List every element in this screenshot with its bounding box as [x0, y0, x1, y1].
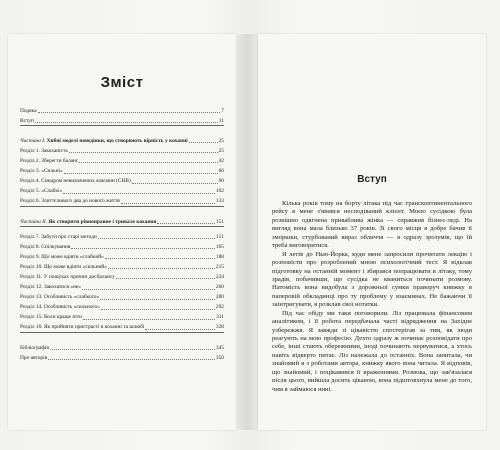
- toc-entry: [20, 154, 224, 164]
- toc-entry: [20, 270, 224, 280]
- toc-entry: [20, 321, 224, 331]
- toc-entry-label: Розділ 7. Забути про старі методи: [20, 233, 97, 240]
- toc-entry: [20, 260, 224, 270]
- toc-entry-label: Розділ 15. Коли краще піти: [20, 314, 83, 321]
- intro-paragraph: Кілька років тому на борту літака під час трансконтинентального рейсу в мене з'явився несподіваний клієнт. Моєю сусідкою була розкішно одягнена приваблива жінка — справжня бізнес-леді. На вигляд вона мала близько 37 років. Зі свого місця я добре бачив її зморшки, стурбований вираз обличчя — я одразу зрозумів, що їй треба виговоритися.: [272, 200, 472, 250]
- toc-entry: [20, 291, 224, 301]
- toc-part-2-chapters: [20, 230, 224, 331]
- toc-entry: [20, 301, 224, 311]
- toc-entry-label: Розділ 2. Зберегти баланс: [20, 158, 79, 165]
- toc-entry: [20, 240, 224, 250]
- toc-entry-page: 90: [218, 178, 224, 185]
- toc-part-2: [20, 215, 224, 225]
- toc-entry-page: 25: [218, 147, 224, 154]
- toc-entry-page: 215: [215, 263, 224, 270]
- toc-entry-page: 311: [216, 314, 224, 321]
- toc-part-2-page: 151: [215, 218, 224, 225]
- intro-body: [272, 200, 472, 394]
- toc-entry-label: Розділ 5. «Слабкі»: [20, 188, 63, 195]
- toc-entry-page: 328: [215, 324, 224, 331]
- toc-entry: [20, 230, 224, 240]
- toc-part-2-title: Як створити рівноправне і тривале кохання: [48, 218, 157, 225]
- toc-back-matter: [20, 341, 224, 361]
- toc-part-2-prefix: Частина II.: [20, 218, 48, 225]
- toc-entry-label: Розділ 6. Злиттєливого два до нового життя: [20, 198, 120, 205]
- toc-entry-page: 345: [215, 344, 224, 351]
- table-of-contents: [20, 104, 224, 361]
- toc-entry: [20, 195, 224, 205]
- intro-paragraph: Під час обіду ми таки поговорили. Ліз працювала фінансовим аналітиком, і її робота передбачала часті відрядження на Західне узбережжя. Я завжди зі цікавістю спостерігав за тим, як люди реагують на мою професію. Дехто одразу ж починає розповідати про себе, інші стають обережними, іноді починають нервуватися, а хтось навіть відверто питає. Ліз належала до останніх. Вона запитала, чи знайомий я з роботами автора, книжку якого вона читала. Я відповів, що знайомий, і поцікавився її враженнями. Розмова, що зав'язалася після цього, вийшла досить цікавою, вона підштовхнула мене до того, чим я займаюся нині.: [272, 309, 472, 393]
- toc-title: Зміст: [100, 74, 144, 91]
- toc-entry-label: Розділ 9. Що може вдіяти «слабкий»: [20, 253, 104, 260]
- toc-entry-label: Розділ 10. Що може вдіяти «сильний»: [20, 263, 107, 270]
- toc-entry-label: Розділ 14. Особливість «сильного»: [20, 304, 100, 311]
- toc-entry-label: Про авторів: [20, 354, 48, 361]
- toc-entry-label: Розділ 3. «Сильні»: [20, 168, 63, 175]
- toc-entry-page: 165: [215, 243, 224, 250]
- toc-entry: [20, 114, 224, 124]
- toc-part-1: [20, 134, 224, 144]
- toc-entry-label: Розділ 16. Як прийняти пристрасті в коханні та шлюбі: [20, 324, 145, 331]
- toc-entry-page: 188: [215, 253, 224, 260]
- book-gutter: [236, 34, 258, 430]
- toc-page: [8, 34, 236, 430]
- toc-entry: [20, 175, 224, 185]
- toc-divider: [20, 125, 224, 126]
- toc-entry-page: 350: [215, 354, 224, 361]
- toc-entry-page: 234: [215, 274, 224, 280]
- toc-divider: [20, 332, 224, 333]
- toc-part-1-prefix: Частина I.: [20, 137, 46, 144]
- toc-entry: [20, 311, 224, 321]
- toc-entry-page: 66: [218, 168, 224, 175]
- toc-part-1-chapters: [20, 144, 224, 205]
- toc-entry: [20, 351, 224, 361]
- toc-front-matter: [20, 104, 224, 124]
- toc-entry-page: 11: [218, 117, 224, 124]
- toc-entry-label: Розділ 8. Спілкування: [20, 243, 71, 250]
- toc-entry-label: Розділ 1. Закоханість: [20, 147, 68, 154]
- toc-entry-page: 7: [221, 107, 224, 114]
- intro-page: [258, 34, 486, 430]
- toc-entry-page: 102: [215, 188, 224, 195]
- toc-part-1-page: 25: [218, 137, 224, 144]
- toc-entry: [20, 250, 224, 260]
- toc-entry: [20, 280, 224, 290]
- toc-entry: [20, 341, 224, 351]
- toc-entry-page: 42: [218, 158, 224, 165]
- toc-divider: [20, 226, 224, 227]
- toc-entry: [20, 104, 224, 114]
- toc-entry-page: 133: [215, 198, 224, 205]
- toc-entry-page: 260: [215, 284, 224, 291]
- toc-entry: [20, 144, 224, 154]
- toc-entry-label: Розділ 11. У пошуках причин дисбалансу: [20, 274, 115, 280]
- intro-paragraph: Я летів до Нью-Йорка, куди мене запросили прочитати лекцію і розповісти про розроблений мною психологічний тест. Я відклав підготовку на останній момент і збирався попрацювати в літаку, тому зрадів, побачивши, що сусідка не кваниться починати розмову. Натомість вона видобула з дорожньої сумки праворуч книжку в паперовій обкладинці про ту проблему у взаєминах. Не бажаючи її заінтригувати, я розклав свої нотатки.: [272, 250, 472, 309]
- toc-entry-page: 151: [215, 233, 224, 240]
- toc-entry-page: 292: [215, 304, 224, 311]
- toc-entry-page: 280: [215, 294, 224, 301]
- toc-divider: [20, 206, 224, 207]
- toc-entry-label: Розділ 12. Закохатися «не»: [20, 284, 81, 291]
- toc-entry-label: Розділ 13. Особливість «слабкого»: [20, 294, 100, 301]
- toc-entry-label: Вступ: [20, 117, 34, 124]
- toc-entry-label: Бібліографія: [20, 344, 49, 351]
- toc-entry: [20, 185, 224, 195]
- toc-entry-label: Розділ 4. Синдром невизначених взаємин (СНВ): [20, 178, 131, 185]
- intro-title: Вступ: [357, 174, 387, 185]
- toc-entry: [20, 164, 224, 174]
- toc-part-1-title: Хибні моделі поведінки, що створюють вірність у коханні: [46, 137, 188, 144]
- toc-entry-label: Подяка: [20, 107, 37, 114]
